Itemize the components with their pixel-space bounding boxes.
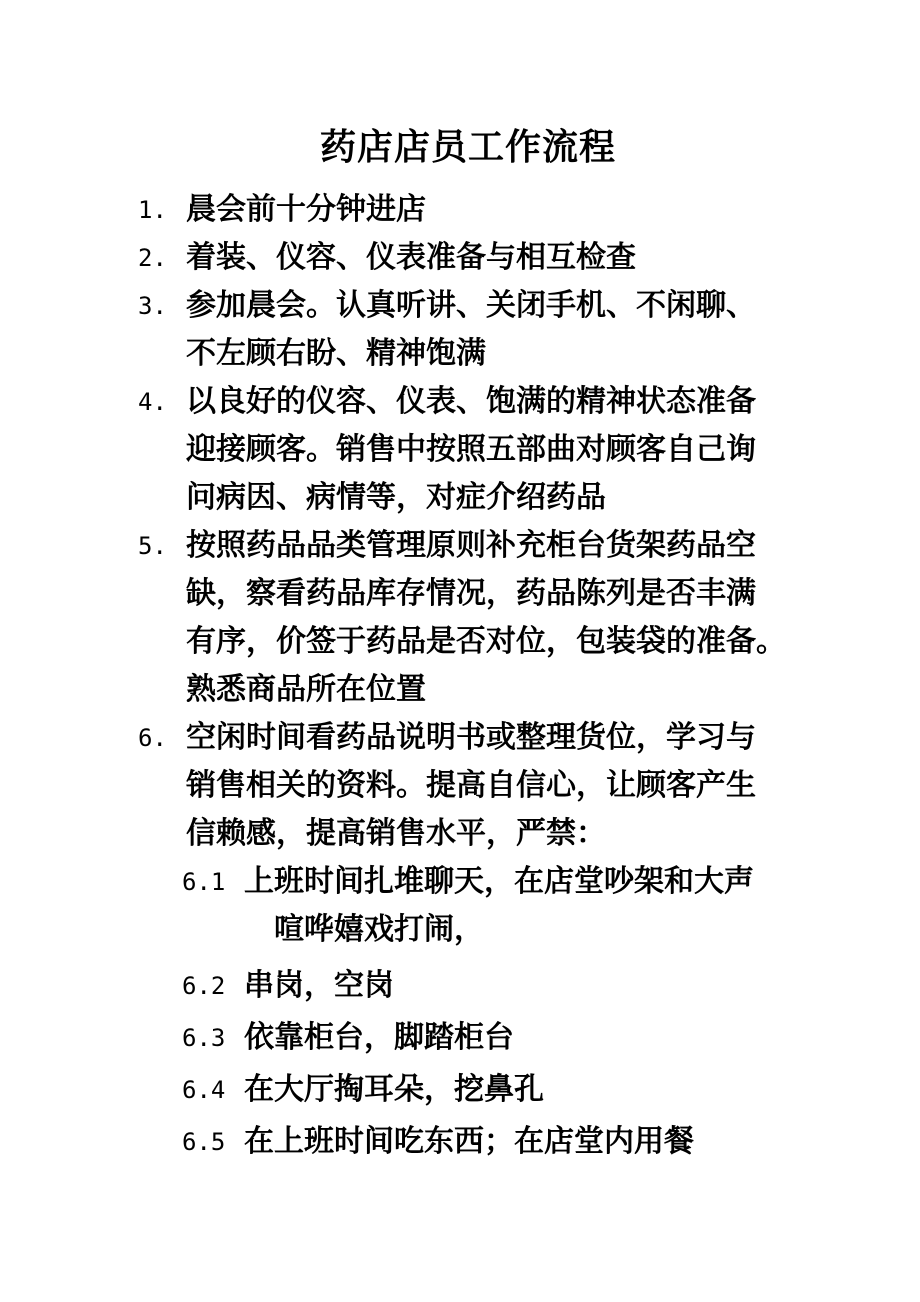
list-item-text: 按照药品品类管理原则补充柜台货架药品空 缺，察看药品库存情况，药品陈列是否丰满 有序，价签于药品是否对位，包装袋的准备。 熟悉商品所在位置 (186, 528, 786, 707)
list-item-text: 以良好的仪容、仪表、饱满的精神状态准备 迎接顾客。销售中按照五部曲对顾客自己询 问病因、病情等，对症介绍药品 (186, 384, 756, 515)
list-item-text: 着装、仪容、仪表准备与相互检查 (186, 240, 636, 275)
sub-list-item-number: 6.4 (182, 1076, 226, 1104)
sub-list-item-text: 依靠柜台，脚踏柜台 (244, 1020, 514, 1055)
list-item-text: 晨会前十分钟进店 (186, 192, 426, 227)
sub-list-item (0, 962, 920, 1010)
list-item (0, 522, 920, 714)
sub-list-item-text: 串岗，空岗 (244, 968, 394, 1003)
list-item-text: 空闲时间看药品说明书或整理货位，学习与 销售相关的资料。提高自信心，让顾客产生 信赖感，提高销售水平，严禁： (186, 720, 756, 851)
sub-list-item (0, 1066, 920, 1114)
list-item (0, 714, 920, 858)
sub-list-item-text: 在大厅掏耳朵，挖鼻孔 (244, 1072, 544, 1107)
list-item-number: 3. (138, 292, 167, 320)
sub-list-item-number: 6.1 (182, 868, 226, 896)
list-item-number: 1. (138, 196, 167, 224)
list-item (0, 186, 920, 234)
list-item-number: 4. (138, 388, 167, 416)
document-title: 药店店员工作流程 (319, 127, 616, 168)
list-item-number: 6. (138, 724, 167, 752)
sub-list-item-text: 在上班时间吃东西；在店堂内用餐 (244, 1124, 694, 1159)
sub-list-item (0, 858, 920, 954)
sub-list-item-number: 6.5 (182, 1128, 226, 1156)
sub-list-item-number: 6.2 (182, 972, 226, 1000)
list-item-number: 2. (138, 244, 167, 272)
sub-list-item (0, 1118, 920, 1166)
list-item (0, 282, 920, 378)
list-item-text: 参加晨会。认真听讲、关闭手机、不闲聊、 不左顾右盼、精神饱满 (186, 288, 756, 371)
list-item (0, 234, 920, 282)
sub-list-item (0, 1014, 920, 1062)
sub-list-item-text: 上班时间扎堆聊天，在店堂吵架和大声 喧哗嬉戏打闹， (244, 864, 754, 947)
list-item (0, 378, 920, 522)
list-item-number: 5. (138, 532, 167, 560)
sub-list-item-number: 6.3 (182, 1024, 226, 1052)
procedure-list (0, 186, 920, 1166)
